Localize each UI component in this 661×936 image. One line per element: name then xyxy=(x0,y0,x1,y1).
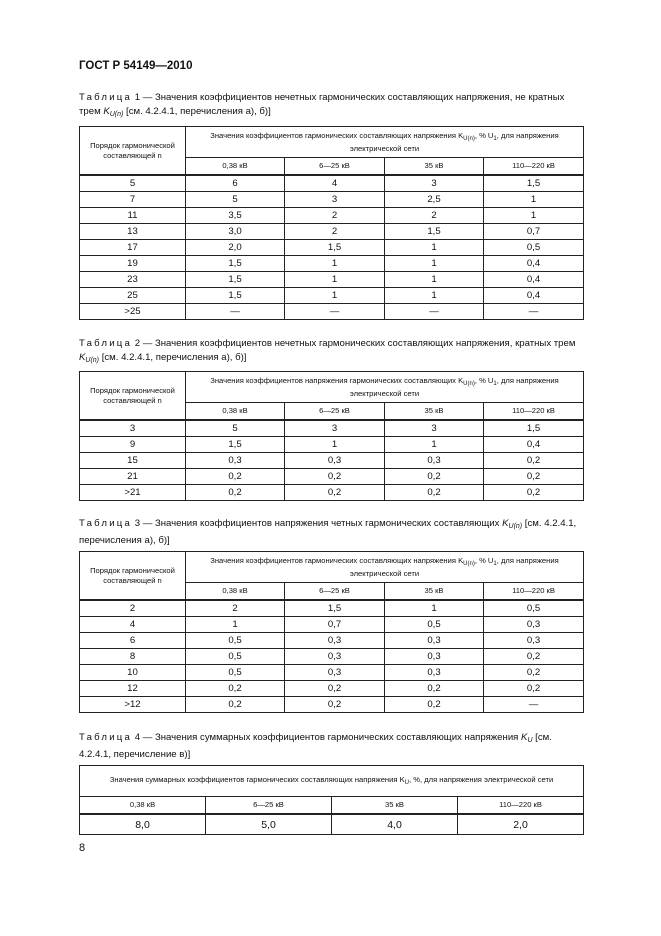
table-cell: 0,2 xyxy=(484,665,584,681)
table3-voltage-col: 35 кВ xyxy=(385,583,484,601)
table-cell: 0,5 xyxy=(484,240,584,256)
table-cell: 0,2 xyxy=(186,485,285,501)
table-row xyxy=(80,272,584,288)
harmonic-order-cell: 12 xyxy=(80,681,186,697)
table4-caption: Таблица 4 — Значения суммарных коэффициентов гармонических составляющих напряжения $K_U$ [см. 4.2.4.1, перечисление в)] xyxy=(79,732,552,760)
table-row xyxy=(80,600,584,617)
table-cell: — xyxy=(484,697,584,713)
table4-caption-num: 4 xyxy=(134,732,141,743)
table-cell: 2 xyxy=(186,600,285,617)
harmonic-order-cell: 8 xyxy=(80,649,186,665)
table-cell: 2 xyxy=(385,208,484,224)
table-cell: 1 xyxy=(285,288,385,304)
table-cell: 5,0 xyxy=(206,814,332,835)
table2-voltage-col: 35 кВ xyxy=(385,403,484,421)
table-cell: 1 xyxy=(484,192,584,208)
table4-voltage-col: 0,38 кВ xyxy=(80,797,206,815)
table-cell: 1 xyxy=(285,437,385,453)
table-cell: 0,2 xyxy=(385,697,484,713)
table-row xyxy=(80,175,584,192)
table-cell: 6 xyxy=(186,175,285,192)
table2-group-header: Значения коэффициентов напряжения гармонических составляющих $K_{U(n)}$, % $U_1$, для напряжения электрической сети xyxy=(186,372,584,403)
table1 xyxy=(79,126,584,320)
table-cell: 0,3 xyxy=(285,633,385,649)
harmonic-order-cell: 6 xyxy=(80,633,186,649)
table-cell: 1,5 xyxy=(186,288,285,304)
table-cell: 0,5 xyxy=(186,633,285,649)
table-cell: 0,2 xyxy=(484,681,584,697)
table-cell: 0,2 xyxy=(385,485,484,501)
harmonic-order-cell: 13 xyxy=(80,224,186,240)
table-cell: 0,2 xyxy=(186,681,285,697)
table2-caption: Таблица 2 — Значения коэффициентов нечетных гармонических составляющих напряжения, кратных трем $K_{U(n)}$ [см. 4.2.4.1, перечисления а), б)] xyxy=(79,338,576,364)
table-cell: 0,2 xyxy=(484,649,584,665)
table4-voltage-col: 110—220 кВ xyxy=(458,797,584,815)
table-cell: 0,2 xyxy=(186,469,285,485)
table-cell: 1,5 xyxy=(285,600,385,617)
table1-caption-word: Таблица xyxy=(79,92,133,103)
table-cell: 1 xyxy=(385,600,484,617)
table4-voltage-col: 6—25 кВ xyxy=(206,797,332,815)
table-cell: 0,5 xyxy=(385,617,484,633)
table-row xyxy=(80,208,584,224)
table2 xyxy=(79,371,584,501)
harmonic-order-cell: 10 xyxy=(80,665,186,681)
table3-voltage-col: 110—220 кВ xyxy=(484,583,584,601)
table-cell: 2,5 xyxy=(385,192,484,208)
table-row xyxy=(80,469,584,485)
table3-caption-num: 3 xyxy=(134,518,141,529)
table-cell: 4 xyxy=(285,175,385,192)
table-cell: 0,5 xyxy=(186,665,285,681)
table3-caption: Таблица 3 — Значения коэффициентов напряжения четных гармонических составляющих $K_{U(n)}$ [см. 4.2.4.1, перечисления а), б)] xyxy=(79,518,577,546)
table1-group-header: Значения коэффициентов гармонических составляющих напряжения $K_{U(n)}$, % $U_1$, для напряжения электрической сети xyxy=(186,127,584,158)
table-cell: — xyxy=(385,304,484,320)
table-cell: 0,2 xyxy=(385,469,484,485)
table-cell: 0,3 xyxy=(285,453,385,469)
table1-order-header: Порядок гармонической составляющей n xyxy=(80,127,186,176)
harmonic-order-cell: 17 xyxy=(80,240,186,256)
table-cell: 1,5 xyxy=(186,437,285,453)
table-row xyxy=(80,240,584,256)
harmonic-order-cell: 3 xyxy=(80,420,186,437)
table-cell: 1,5 xyxy=(484,420,584,437)
table-cell: 0,2 xyxy=(186,697,285,713)
table4-group-header: Значения суммарных коэффициентов гармонических составляющих напряжения $K_U$, %, для напряжения электрической сети xyxy=(80,766,584,797)
table1-voltage-col: 35 кВ xyxy=(385,158,484,176)
table3-group-header: Значения коэффициентов гармонических составляющих напряжения $K_{U(n)}$, % $U_1$, для напряжения электрической сети xyxy=(186,552,584,583)
table2-caption-num: 2 xyxy=(134,338,141,349)
table-cell: 5 xyxy=(186,192,285,208)
table-cell: 0,2 xyxy=(484,453,584,469)
table-cell: 0,5 xyxy=(484,600,584,617)
table4-voltage-col: 35 кВ xyxy=(332,797,458,815)
table-cell: — xyxy=(484,304,584,320)
table-cell: 0,3 xyxy=(385,453,484,469)
harmonic-order-cell: 4 xyxy=(80,617,186,633)
table-row xyxy=(80,453,584,469)
table-row xyxy=(80,681,584,697)
table-cell: 1,5 xyxy=(186,256,285,272)
table-cell: 3,0 xyxy=(186,224,285,240)
harmonic-order-cell: 23 xyxy=(80,272,186,288)
table-cell: 2 xyxy=(285,224,385,240)
table-cell: 1 xyxy=(186,617,285,633)
harmonic-order-cell: 19 xyxy=(80,256,186,272)
table-row xyxy=(80,485,584,501)
table-cell: 2,0 xyxy=(458,814,584,835)
table-cell: 1 xyxy=(385,437,484,453)
table-cell: 0,2 xyxy=(285,469,385,485)
table-cell: 1,5 xyxy=(484,175,584,192)
table1-voltage-col: 110—220 кВ xyxy=(484,158,584,176)
table2-caption-word: Таблица xyxy=(79,338,133,349)
harmonic-order-cell: >21 xyxy=(80,485,186,501)
table-cell: 0,4 xyxy=(484,437,584,453)
table-cell: 3 xyxy=(285,192,385,208)
table-cell: 0,4 xyxy=(484,272,584,288)
table-cell: 1 xyxy=(285,256,385,272)
table-cell: 1,5 xyxy=(285,240,385,256)
table-cell: 1 xyxy=(385,256,484,272)
table-cell: 5 xyxy=(186,420,285,437)
table-cell: — xyxy=(285,304,385,320)
table-cell: 8,0 xyxy=(80,814,206,835)
harmonic-order-cell: >25 xyxy=(80,304,186,320)
harmonic-order-cell: 21 xyxy=(80,469,186,485)
table-row xyxy=(80,697,584,713)
table-row xyxy=(80,224,584,240)
table1-voltage-col: 0,38 кВ xyxy=(186,158,285,176)
table-row xyxy=(80,256,584,272)
table-cell: 0,3 xyxy=(285,649,385,665)
table-cell: 3 xyxy=(385,420,484,437)
table2-order-header: Порядок гармонической составляющей n xyxy=(80,372,186,421)
table-cell: 3 xyxy=(285,420,385,437)
table-cell: 0,3 xyxy=(484,617,584,633)
table-cell: 1,5 xyxy=(385,224,484,240)
table4 xyxy=(79,765,584,835)
table3-caption-word: Таблица xyxy=(79,518,133,529)
table-cell: 3 xyxy=(385,175,484,192)
table-cell: 0,3 xyxy=(484,633,584,649)
table-cell: 0,2 xyxy=(484,469,584,485)
table-row xyxy=(80,617,584,633)
table-row xyxy=(80,665,584,681)
harmonic-order-cell: 7 xyxy=(80,192,186,208)
table4-values-row xyxy=(80,814,584,835)
table-cell: 0,5 xyxy=(186,649,285,665)
table1-caption-num: 1 xyxy=(134,92,141,103)
table-cell: 0,2 xyxy=(285,697,385,713)
table-cell: 0,3 xyxy=(285,665,385,681)
table-cell: 2 xyxy=(285,208,385,224)
document-code: ГОСТ Р 54149—2010 xyxy=(79,60,193,72)
table3-voltage-col: 0,38 кВ xyxy=(186,583,285,601)
harmonic-order-cell: 15 xyxy=(80,453,186,469)
table3-order-header: Порядок гармонической составляющей n xyxy=(80,552,186,601)
harmonic-order-cell: >12 xyxy=(80,697,186,713)
table-cell: 0,2 xyxy=(385,681,484,697)
table-cell: 0,3 xyxy=(385,633,484,649)
table-cell: 0,3 xyxy=(186,453,285,469)
table-cell: 1 xyxy=(385,240,484,256)
table4-caption-word: Таблица xyxy=(79,732,133,743)
table-row xyxy=(80,437,584,453)
table3 xyxy=(79,551,584,713)
table-cell: 3,5 xyxy=(186,208,285,224)
table2-voltage-col: 6—25 кВ xyxy=(285,403,385,421)
table-cell: 0,2 xyxy=(285,485,385,501)
table-cell: 1 xyxy=(385,272,484,288)
table-cell: 1 xyxy=(385,288,484,304)
table3-voltage-col: 6—25 кВ xyxy=(285,583,385,601)
table-cell: 1 xyxy=(484,208,584,224)
table-cell: 2,0 xyxy=(186,240,285,256)
table-cell: — xyxy=(186,304,285,320)
harmonic-order-cell: 5 xyxy=(80,175,186,192)
page-number: 8 xyxy=(79,842,86,854)
table-row xyxy=(80,288,584,304)
table1-voltage-col: 6—25 кВ xyxy=(285,158,385,176)
table-cell: 0,2 xyxy=(285,681,385,697)
table-cell: 0,4 xyxy=(484,256,584,272)
table-cell: 0,4 xyxy=(484,288,584,304)
table-cell: 0,3 xyxy=(385,649,484,665)
table-row xyxy=(80,649,584,665)
table-row xyxy=(80,633,584,649)
table-cell: 0,7 xyxy=(484,224,584,240)
table-cell: 0,2 xyxy=(484,485,584,501)
table-row xyxy=(80,420,584,437)
harmonic-order-cell: 2 xyxy=(80,600,186,617)
table-cell: 1,5 xyxy=(186,272,285,288)
table-cell: 1 xyxy=(285,272,385,288)
table1-caption: Таблица 1 — Значения коэффициентов нечетных гармонических составляющих напряжения, не кратных трем $K_{U(n)}$ [см. 4.2.4.1, перечисления а), б)] xyxy=(79,92,565,118)
harmonic-order-cell: 25 xyxy=(80,288,186,304)
table-cell: 4,0 xyxy=(332,814,458,835)
table-cell: 0,7 xyxy=(285,617,385,633)
harmonic-order-cell: 9 xyxy=(80,437,186,453)
table2-voltage-col: 110—220 кВ xyxy=(484,403,584,421)
table2-voltage-col: 0,38 кВ xyxy=(186,403,285,421)
table-row xyxy=(80,192,584,208)
harmonic-order-cell: 11 xyxy=(80,208,186,224)
table-cell: 0,3 xyxy=(385,665,484,681)
table-row xyxy=(80,304,584,320)
